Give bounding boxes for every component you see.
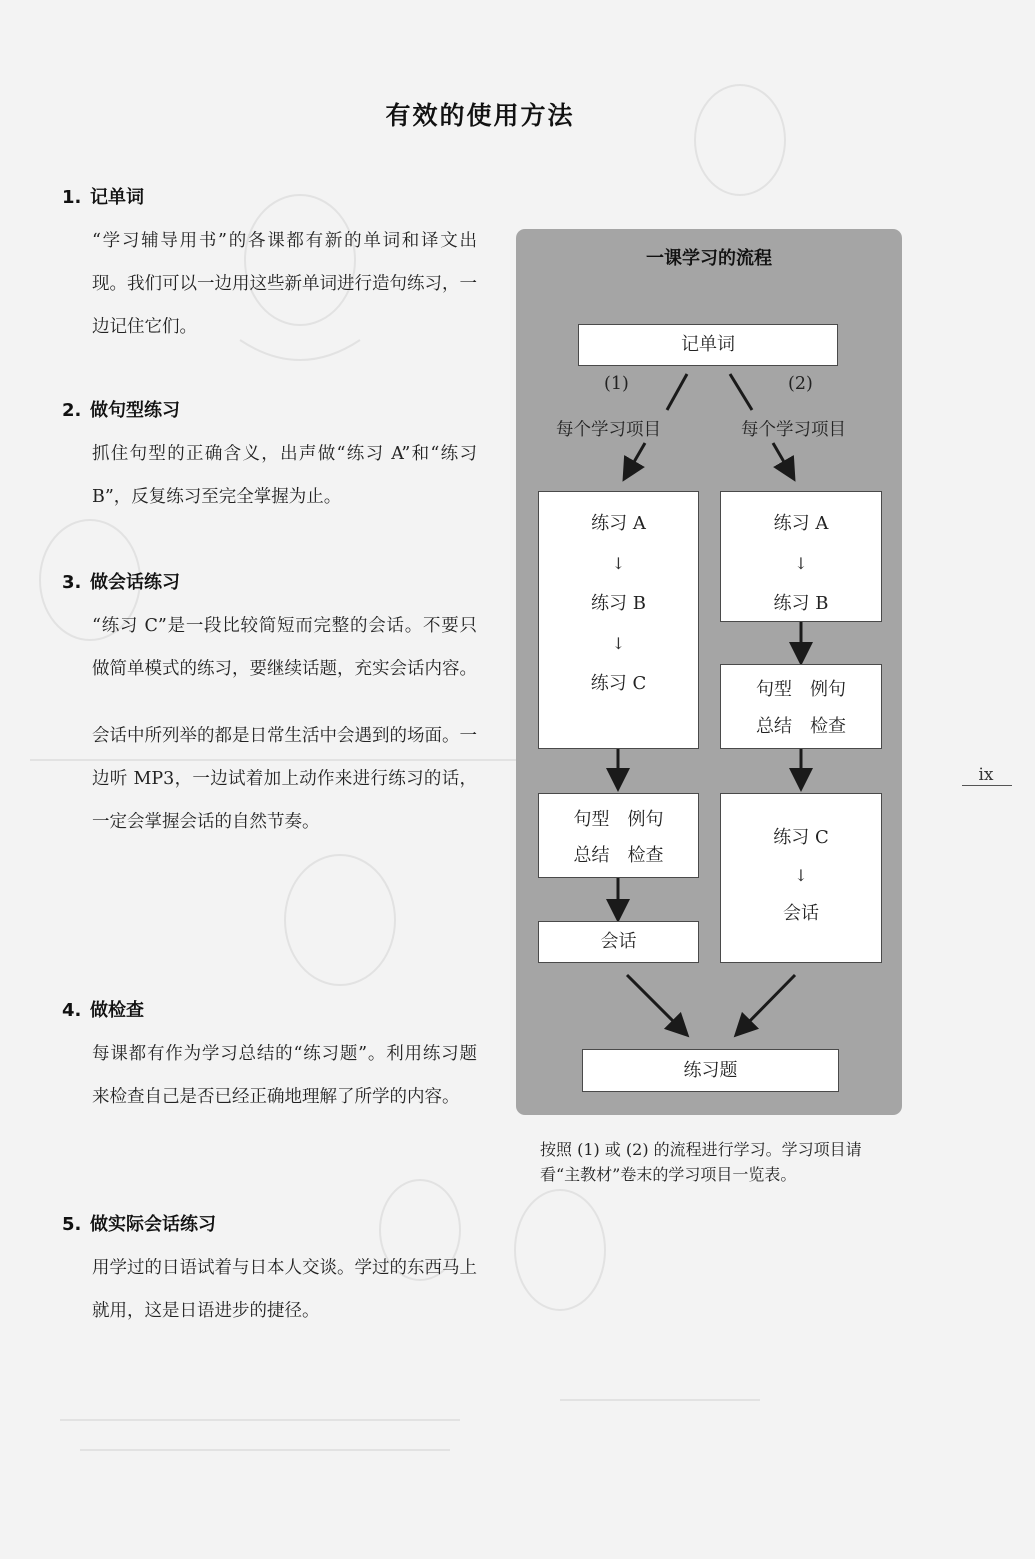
- section-number: 2.: [62, 400, 82, 421]
- route2-label: (2): [788, 374, 813, 394]
- left-conversation-label: 会话: [600, 931, 637, 952]
- section-1: [62, 184, 482, 349]
- right-summary-line2: 总结 检查: [756, 716, 846, 737]
- section-heading: [62, 1211, 482, 1239]
- section-heading: [62, 997, 482, 1025]
- left-summary-line1: 句型 例句: [573, 809, 664, 830]
- section-heading: [62, 569, 482, 597]
- page-number: ix: [978, 765, 994, 785]
- section-paragraph: 每课都有作为学习总结的“练习题”。利用练习题来检查自己是否已经正确地理解了所学的内容。: [92, 1044, 477, 1107]
- section-paragraph: “学习辅导用书”的各课都有新的单词和译文出现。我们可以一边用这些新单词进行造句练习，一边记住它们。: [92, 231, 477, 337]
- left-exercise-b: 练习 B: [591, 593, 646, 614]
- section-number: 1.: [62, 187, 82, 208]
- right-conversation-label: 会话: [783, 903, 819, 924]
- section-heading-text: 做实际会话练习: [90, 1214, 216, 1235]
- right-exercise-c: 练习 C: [773, 827, 829, 848]
- section-heading: [62, 184, 482, 212]
- page-number-rule: [962, 785, 1012, 786]
- section-paragraph: 用学过的日语试着与日本人交谈。学过的东西马上就用，这是日语进步的捷径。: [92, 1258, 477, 1321]
- flow-end-box: [582, 1049, 839, 1092]
- section-heading-text: 做会话练习: [90, 572, 180, 593]
- section-heading: [62, 397, 482, 425]
- left-exercise-c: 练习 C: [590, 673, 647, 694]
- flow-start-box: [578, 324, 838, 366]
- right-summary-line1: 句型 例句: [756, 679, 846, 700]
- route1-caption: 每个学习项目: [556, 420, 661, 440]
- right-exercises-box: [720, 491, 882, 622]
- right-summary-box: [720, 664, 882, 749]
- section-number: 5.: [62, 1214, 82, 1235]
- section-paragraph: 会话中所列举的都是日常生活中会遇到的场面。一边听 MP3，一边试着加上动作来进行练习的话，一定会掌握会话的自然节奏。: [92, 726, 477, 832]
- section-number: 4.: [62, 1000, 82, 1021]
- right-exercise-a: 练习 A: [773, 513, 829, 534]
- section-4: [62, 997, 482, 1119]
- section-3: [62, 569, 482, 844]
- down-arrow-icon: ↓: [794, 866, 808, 885]
- flow-end-label: 练习题: [683, 1060, 738, 1081]
- section-heading-text: 做检查: [90, 1000, 144, 1021]
- right-exercise-b: 练习 B: [773, 593, 829, 614]
- section-number: 3.: [62, 572, 82, 593]
- route1-label: (1): [604, 374, 629, 394]
- section-2: [62, 397, 482, 519]
- flowchart-title: 一课学习的流程: [646, 248, 772, 269]
- left-summary-line2: 总结 检查: [573, 845, 664, 866]
- down-arrow-icon: ↓: [794, 554, 808, 573]
- left-exercise-a: 练习 A: [591, 513, 646, 534]
- section-5: [62, 1211, 482, 1333]
- flow-start-label: 记单词: [681, 334, 735, 355]
- page-title: 有效的使用方法: [385, 101, 575, 130]
- down-arrow-icon: ↓: [611, 634, 626, 653]
- section-paragraph: “练习 C”是一段比较简短而完整的会话。不要只做简单模式的练习，要继续话题，充实会话内容。: [92, 616, 477, 679]
- left-exercises-box: [538, 491, 699, 749]
- section-paragraph: 抓住句型的正确含义，出声做“练习 A”和“练习 B”，反复练习至完全掌握为止。: [92, 444, 477, 507]
- down-arrow-icon: ↓: [611, 554, 626, 573]
- section-heading-text: 记单词: [90, 187, 144, 208]
- left-summary-box: [538, 793, 699, 878]
- section-heading-text: 做句型练习: [90, 400, 180, 421]
- flowchart-caption: 按照 (1) 或 (2) 的流程进行学习。学习项目请看“主教材”卷末的学习项目一览表。: [540, 1140, 862, 1184]
- route2-caption: 每个学习项目: [741, 420, 846, 440]
- left-conversation-box: [538, 921, 699, 963]
- right-practice-box: [720, 793, 882, 963]
